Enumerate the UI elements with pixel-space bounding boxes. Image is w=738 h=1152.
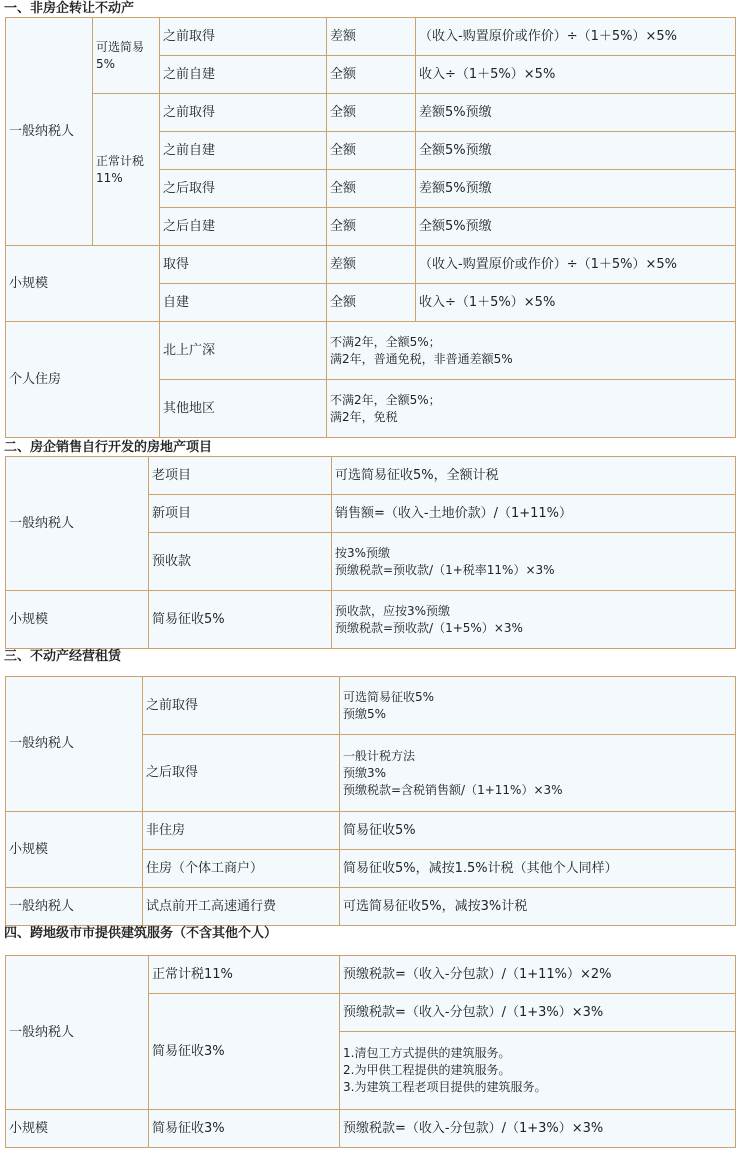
cell-personal-housing: 个人住房 <box>6 322 160 438</box>
section-2-title: 二、房企销售自行开发的房地产项目 <box>4 440 213 455</box>
cell-multiline <box>327 380 736 438</box>
cell: （收入-购置原价或作价）÷（1＋5%）×5% <box>416 18 736 56</box>
cell: 全额 <box>327 170 416 208</box>
cell: 之后取得 <box>143 735 340 812</box>
cell: 住房（个体工商户） <box>143 850 340 888</box>
cell: 老项目 <box>149 457 332 495</box>
cell-small-scale: 小规模 <box>6 812 143 888</box>
cell: 全额5%预缴 <box>416 208 736 246</box>
cell-optional-simple: 可选简易5% <box>93 18 160 94</box>
cell: 非住房 <box>143 812 340 850</box>
cell-multiline <box>340 1032 736 1110</box>
cell: 其他地区 <box>160 380 327 438</box>
cell: 之前自建 <box>160 132 327 170</box>
cell: 差额5%预缴 <box>416 170 736 208</box>
cell: 收入÷（1＋5%）×5% <box>416 284 736 322</box>
cell-normal-tax: 正常计税11% <box>93 94 160 246</box>
text-line: 预缴3% <box>343 765 387 780</box>
cell: 全额 <box>327 132 416 170</box>
text-line: 2.为甲供工程提供的建筑服务。 <box>343 1063 511 1077</box>
cell: 之前取得 <box>160 94 327 132</box>
section-4-title: 四、跨地级市市提供建筑服务（不含其他个人） <box>4 926 278 941</box>
text-line: 满2年，免税 <box>330 409 398 424</box>
cell: 差额5%预缴 <box>416 94 736 132</box>
text-line: 按3%预缴 <box>335 545 391 560</box>
cell: 之前自建 <box>160 56 327 94</box>
text-line: 可选简易征收5% <box>343 689 435 704</box>
cell-multiline <box>332 533 736 591</box>
section-1-title: 一、非房企转让不动产 <box>4 1 135 16</box>
cell: 简易征收3% <box>149 994 340 1110</box>
cell-multiline <box>340 677 736 735</box>
text-line: 3.为建筑工程老项目提供的建筑服务。 <box>343 1080 547 1094</box>
cell-general-taxpayer: 一般纳税人 <box>6 956 149 1110</box>
cell: 预缴税款=（收入-分包款）/（1+3%）×3% <box>340 994 736 1032</box>
table-section-1 <box>5 17 736 438</box>
cell: 预缴税款=（收入-分包款）/（1+3%）×3% <box>340 1110 736 1148</box>
text-line: 预缴税款=预收款/（1+税率11%）×3% <box>335 562 555 577</box>
cell-multiline <box>340 735 736 812</box>
text-line: 不满2年，全额5%； <box>330 334 441 349</box>
cell: 全额 <box>327 284 416 322</box>
text-line: 一般计税方法 <box>343 748 416 763</box>
cell: 简易征收5% <box>340 812 736 850</box>
cell: 全额 <box>327 56 416 94</box>
cell: 之后自建 <box>160 208 327 246</box>
text-line: 预缴5% <box>343 706 387 721</box>
cell: 之前取得 <box>160 18 327 56</box>
cell: 销售额=（收入-土地价款）/（1+11%） <box>332 495 736 533</box>
cell: 之前取得 <box>143 677 340 735</box>
cell: 差额 <box>327 246 416 284</box>
cell-general-taxpayer: 一般纳税人 <box>6 457 149 591</box>
table-section-2 <box>5 456 736 649</box>
cell: 全额5%预缴 <box>416 132 736 170</box>
cell: 收入÷（1＋5%）×5% <box>416 56 736 94</box>
cell-general-taxpayer: 一般纳税人 <box>6 18 93 246</box>
section-3-title: 三、不动产经营租赁 <box>4 649 122 664</box>
cell: 差额 <box>327 18 416 56</box>
cell-small-scale: 小规模 <box>6 246 160 322</box>
text-line: 预收款，应按3%预缴 <box>335 603 451 618</box>
cell: 预收款 <box>149 533 332 591</box>
cell: 新项目 <box>149 495 332 533</box>
cell-multiline <box>332 591 736 649</box>
cell: （收入-购置原价或作价）÷（1＋5%）×5% <box>416 246 736 284</box>
cell: 简易征收5%，减按1.5%计税（其他个人同样） <box>340 850 736 888</box>
cell: 全额 <box>327 94 416 132</box>
cell: 北上广深 <box>160 322 327 380</box>
cell: 全额 <box>327 208 416 246</box>
cell-general-taxpayer: 一般纳税人 <box>6 677 143 812</box>
cell: 预缴税款=（收入-分包款）/（1+11%）×2% <box>340 956 736 994</box>
cell-small-scale: 小规模 <box>6 1110 149 1148</box>
cell: 取得 <box>160 246 327 284</box>
cell: 简易征收3% <box>149 1110 340 1148</box>
cell: 试点前开工高速通行费 <box>143 888 340 926</box>
cell: 自建 <box>160 284 327 322</box>
cell-multiline <box>327 322 736 380</box>
cell: 可选简易征收5%，减按3%计税 <box>340 888 736 926</box>
text-line: 1.清包工方式提供的建筑服务。 <box>343 1046 511 1060</box>
cell: 可选简易征收5%，全额计税 <box>332 457 736 495</box>
text-line: 预缴税款=预收款/（1+5%）×3% <box>335 620 523 635</box>
cell-small-scale: 小规模 <box>6 591 149 649</box>
table-section-4 <box>5 955 736 1148</box>
text-line: 不满2年，全额5%； <box>330 392 441 407</box>
cell: 正常计税11% <box>149 956 340 994</box>
table-section-3 <box>5 676 736 926</box>
cell-general-taxpayer: 一般纳税人 <box>6 888 143 926</box>
text-line: 预缴税款=含税销售额/（1+11%）×3% <box>343 782 563 797</box>
cell: 之后取得 <box>160 170 327 208</box>
cell: 简易征收5% <box>149 591 332 649</box>
text-line: 满2年，普通免税，非普通差额5% <box>330 351 513 366</box>
